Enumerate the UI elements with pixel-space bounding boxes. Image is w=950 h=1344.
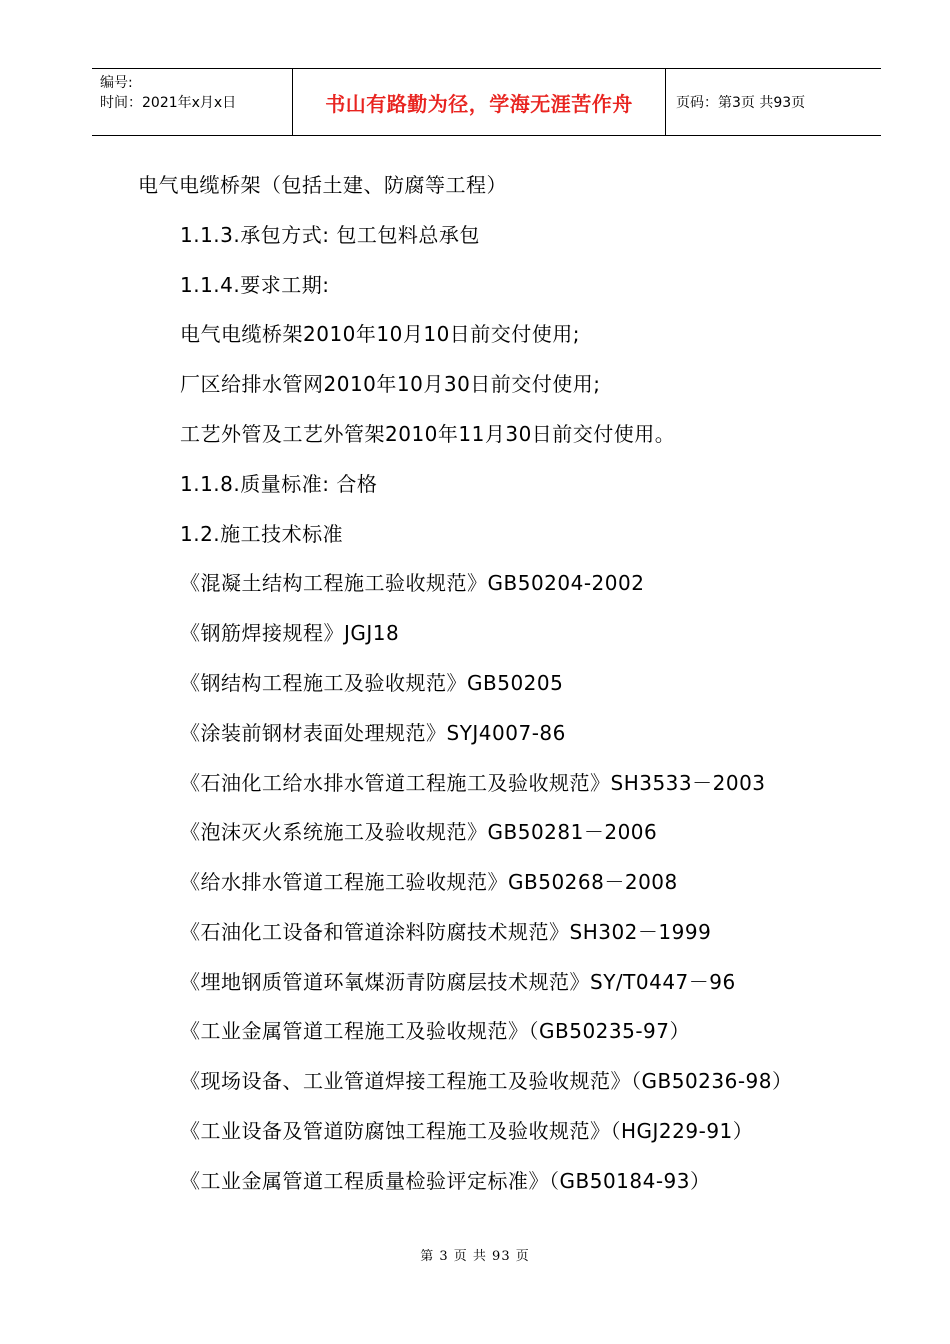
body-line: 1.2.施工技术标准 bbox=[180, 522, 344, 546]
time-label: 时间：2021年x月x日 bbox=[100, 95, 237, 111]
document-header bbox=[92, 68, 881, 136]
body-line: 1.1.3.承包方式: 包工包料总承包 bbox=[180, 223, 480, 247]
standard-item: 《工业金属管道工程质量检验评定标准》（GB50184-93） bbox=[180, 1169, 711, 1193]
body-line: 1.1.4.要求工期: bbox=[180, 273, 330, 297]
standard-item: 《混凝土结构工程施工验收规范》GB50204-2002 bbox=[180, 571, 645, 595]
standard-item: 《给水排水管道工程施工验收规范》GB50268－2008 bbox=[180, 870, 678, 894]
header-meta-cell bbox=[92, 69, 293, 135]
standard-item: 《钢筋焊接规程》JGJ18 bbox=[180, 621, 400, 645]
body-line: 电气电缆桥架2010年10月10日前交付使用; bbox=[180, 322, 581, 346]
standard-item: 《涂装前钢材表面处理规范》SYJ4007-86 bbox=[180, 721, 566, 745]
standard-item: 《工业设备及管道防腐蚀工程施工及验收规范》（HGJ229-91） bbox=[180, 1119, 754, 1143]
body-line: 厂区给排水管网2010年10月30日前交付使用; bbox=[180, 372, 601, 396]
standard-item: 《泡沫灭火系统施工及验收规范》GB50281－2006 bbox=[180, 820, 658, 844]
standard-item: 《石油化工设备和管道涂料防腐技术规范》SH302－1999 bbox=[180, 920, 712, 944]
header-slogan: 书山有路勤为径，学海无涯苦作舟 bbox=[293, 69, 666, 135]
body-line: 1.1.8.质量标准: 合格 bbox=[180, 472, 378, 496]
standard-item: 《钢结构工程施工及验收规范》GB50205 bbox=[180, 671, 564, 695]
number-label: 编号: bbox=[100, 75, 133, 91]
body-line: 工艺外管及工艺外管架2010年11月30日前交付使用。 bbox=[180, 422, 676, 446]
standard-item: 《现场设备、工业管道焊接工程施工及验收规范》（GB50236-98） bbox=[180, 1069, 793, 1093]
header-page-info: 页码：第3页 共93页 bbox=[676, 95, 806, 111]
section-heading: 电气电缆桥架（包括土建、防腐等工程） bbox=[138, 173, 507, 197]
standard-item: 《埋地钢质管道环氧煤沥青防腐层技术规范》SY/T0447－96 bbox=[180, 970, 736, 994]
standard-item: 《工业金属管道工程施工及验收规范》（GB50235-97） bbox=[180, 1019, 691, 1043]
page-footer: 第 3 页 共 93 页 bbox=[420, 1249, 530, 1264]
standard-item: 《石油化工给水排水管道工程施工及验收规范》SH3533－2003 bbox=[180, 771, 766, 795]
